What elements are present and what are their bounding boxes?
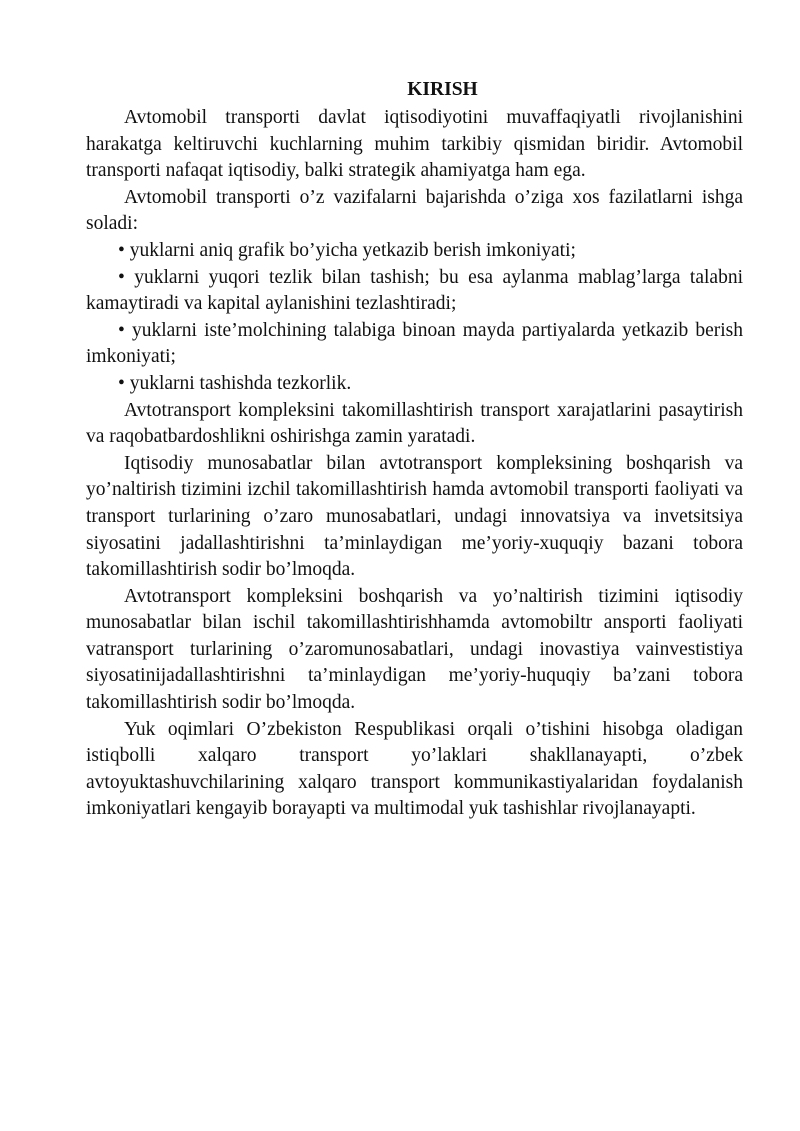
paragraph-cargo-flows: Yuk oqimlari O’zbekiston Respublikasi orqali o’tishini hisobga oladigan istiqbolli xalqaro transport yo’laklari shakllanayapti, o’zbek avtoyuktashuvchilarining xalqaro transport kommunikastiyalaridan foydalanish imkoniyatlari kengayib borayapti va multimodal yuk tashishlar rivojlanayapti. [86,718,743,820]
paragraph-complex-improvement: Avtotransport kompleksini takomillashtirish transport xarajatlarini pasaytirish va raqobatbardoshlikni oshirishga zamin yaratadi. [86,399,743,448]
document-page [86,76,743,823]
bullet-item-schedule: • yuklarni aniq grafik bo’yicha yetkazib berish imkoniyati; [118,239,576,261]
bullet-item-promptness: • yuklarni tashishda tezkorlik. [118,372,352,394]
paragraph-management-system: Avtotransport kompleksini boshqarish va yo’naltirish tizimini iqtisodiy munosabatlar bilan ischil takomillashtirishhamda avtomobiltr ansporti faoliyati vatransport turlarining o’zaromunosabatlari, undagi inovastiya vainvestistiya siyosatinijadallashtirishni ta’minlaydigan me’yoriy-huquqiy ba’zani tobora takomillashtirish sodir bo’lmoqda. [86,585,743,714]
bullet-item-small-batches: • yuklarni iste’molchining talabiga binoan mayda partiyalarda yetkazib berish imkoniyati; [86,319,743,368]
paragraph-economic-relations: Iqtisodiy munosabatlar bilan avtotransport kompleksining boshqarish va yo’naltirish tizimini izchil takomillashtirish hamda avtomobil transporti faoliyati va transport turlarining o’zaro munosabatlari, undagi innovatsiya va invetsitsiya siyosatini jadallashtirishni ta’minlaydigan me’yoriy-xuquqiy bazani tobora takomillashtirish sodir bo’lmoqda. [86,452,743,581]
page-title: KIRISH [407,79,478,100]
paragraph-intro: Avtomobil transporti davlat iqtisodiyotini muvaffaqiyatli rivojlanishini harakatga keltiruvchi kuchlarning muhim tarkibiy qismidan biridir. Avtomobil transporti nafaqat iqtisodiy, balki strategik ahamiyatga ham ega. [86,107,743,182]
bullet-item-speed: • yuklarni yuqori tezlik bilan tashish; bu esa aylanma mablag’larga talabni kamaytiradi va kapital aylanishini tezlashtiradi; [86,266,743,315]
paragraph-qualities: Avtomobil transporti o’z vazifalarni bajarishda o’ziga xos fazilatlarni ishga soladi: [86,186,743,235]
